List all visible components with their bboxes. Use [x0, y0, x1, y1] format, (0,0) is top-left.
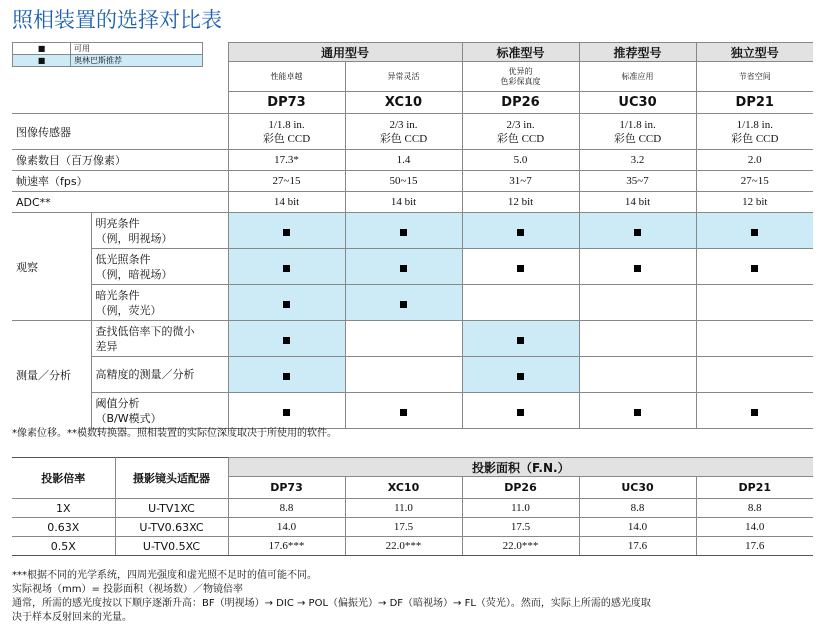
projection-value: 14.0 [228, 518, 345, 537]
usage-cell [696, 321, 813, 357]
projection-value: 17.5 [345, 518, 462, 537]
projection-value: 14.0 [579, 518, 696, 537]
model-name-dp26: DP26 [462, 92, 579, 114]
availability-mark [634, 229, 641, 236]
projection-row [12, 499, 813, 518]
projection-mag-header: 投影倍率 [12, 458, 115, 499]
usage-cell [579, 249, 696, 285]
legend-label: 可用 [71, 43, 203, 55]
spec-row [12, 150, 813, 171]
spec-value: 1.4 [345, 150, 462, 171]
usage-cell [696, 393, 813, 429]
projection-adapter: U-TV0.5XC [115, 537, 228, 556]
projection-value: 17.5 [462, 518, 579, 537]
spec-label: ADC** [12, 192, 228, 213]
model-feature: 性能卓越 [228, 62, 345, 92]
spec-value: 14 bit [579, 192, 696, 213]
usage-row [12, 357, 813, 393]
usage-row [12, 249, 813, 285]
availability-mark [283, 337, 290, 344]
usage-cell [579, 285, 696, 321]
projection-value: 11.0 [345, 499, 462, 518]
spec-value: 50~15 [345, 171, 462, 192]
section-label: 观察 [12, 213, 91, 321]
spec-label: 像素数目（百万像素） [12, 150, 228, 171]
availability-mark [634, 265, 641, 272]
projection-value: 22.0*** [345, 537, 462, 556]
spec-value: 31~7 [462, 171, 579, 192]
footnote-field-of-view: 实际视场（mm）= 投影面积（视场数）／物镜倍率 [12, 584, 244, 595]
legend-label: 奥林巴斯推荐 [71, 55, 203, 67]
usage-cell [462, 393, 579, 429]
projection-value: 8.8 [579, 499, 696, 518]
model-feature: 节省空间 [696, 62, 813, 92]
availability-mark [400, 409, 407, 416]
availability-mark [751, 265, 758, 272]
usage-row [12, 321, 813, 357]
spec-row [12, 171, 813, 192]
footnote-sensitivity: 通常，所需的感光度按以下顺序逐渐升高：BF（明视场）→ DIC → POL（偏振光）→ DF（暗视场）→ FL（荧光）。然而，实际上所需的感光度取 [12, 598, 651, 609]
spec-value: 5.0 [462, 150, 579, 171]
availability-mark [400, 301, 407, 308]
spec-value: 3.2 [579, 150, 696, 171]
projection-value: 14.0 [696, 518, 813, 537]
projection-value: 17.6 [696, 537, 813, 556]
availability-mark [400, 229, 407, 236]
availability-mark [283, 373, 290, 380]
legend-symbol: ■ [13, 55, 71, 67]
availability-mark [283, 301, 290, 308]
usage-cell [579, 393, 696, 429]
spec-label: 帧速率（fps） [12, 171, 228, 192]
usage-row [12, 393, 813, 429]
spec-value: 27~15 [696, 171, 813, 192]
usage-label: 低光照条件 （例，暗视场） [91, 249, 228, 285]
availability-mark [751, 229, 758, 236]
availability-mark [400, 265, 407, 272]
projection-model-name: UC30 [579, 477, 696, 499]
spec-value: 27~15 [228, 171, 345, 192]
usage-cell [228, 249, 345, 285]
usage-label: 明亮条件 （例，明视场） [91, 213, 228, 249]
model-name-xc10: XC10 [345, 92, 462, 114]
projection-row [12, 518, 813, 537]
projection-mag: 1X [12, 499, 115, 518]
usage-cell [345, 393, 462, 429]
spec-value: 2/3 in. 彩色 CCD [345, 114, 462, 150]
projection-value: 17.6 [579, 537, 696, 556]
usage-cell [345, 321, 462, 357]
projection-adapter-header: 摄影镜头适配器 [115, 458, 228, 499]
group-header-independent: 独立型号 [696, 43, 813, 62]
usage-cell [345, 213, 462, 249]
usage-label: 查找低倍率下的微小 差异 [91, 321, 228, 357]
footnote-sensitivity-cont: 决于样本反射回来的光量。 [12, 612, 132, 623]
usage-cell [696, 249, 813, 285]
projection-value: 17.6*** [228, 537, 345, 556]
spec-value: 2/3 in. 彩色 CCD [462, 114, 579, 150]
spec-value: 14 bit [228, 192, 345, 213]
group-header-standard: 标准型号 [462, 43, 579, 62]
usage-cell [228, 285, 345, 321]
spec-value: 1/1.8 in. 彩色 CCD [579, 114, 696, 150]
usage-cell [345, 249, 462, 285]
usage-cell [228, 213, 345, 249]
usage-cell [579, 357, 696, 393]
spec-value: 14 bit [345, 192, 462, 213]
availability-mark [517, 409, 524, 416]
projection-value: 8.8 [696, 499, 813, 518]
usage-cell [345, 357, 462, 393]
section-label: 测量／分析 [12, 321, 91, 429]
usage-cell [228, 357, 345, 393]
usage-row [12, 285, 813, 321]
usage-cell [696, 285, 813, 321]
projection-model-name: DP73 [228, 477, 345, 499]
projection-table [12, 457, 813, 556]
projection-model-name: DP21 [696, 477, 813, 499]
availability-mark [517, 373, 524, 380]
legend-symbol: ■ [13, 43, 71, 55]
usage-label: 高精度的测量／分析 [91, 357, 228, 393]
spec-label: 图像传感器 [12, 114, 228, 150]
usage-cell [696, 357, 813, 393]
projection-value: 8.8 [228, 499, 345, 518]
spec-value: 1/1.8 in. 彩色 CCD [228, 114, 345, 150]
spec-value: 12 bit [462, 192, 579, 213]
projection-mag: 0.5X [12, 537, 115, 556]
usage-cell [228, 393, 345, 429]
usage-cell [462, 285, 579, 321]
spec-value: 1/1.8 in. 彩色 CCD [696, 114, 813, 150]
usage-row [12, 213, 813, 249]
model-feature: 优异的 色彩保真度 [462, 62, 579, 92]
usage-cell [345, 285, 462, 321]
spec-value: 2.0 [696, 150, 813, 171]
spec-value: 12 bit [696, 192, 813, 213]
usage-cell [579, 213, 696, 249]
availability-mark [517, 265, 524, 272]
availability-mark [283, 265, 290, 272]
availability-mark [283, 409, 290, 416]
comparison-table [12, 42, 813, 429]
projection-area-header: 投影面积（F.N.） [228, 458, 813, 477]
usage-cell [462, 321, 579, 357]
usage-label: 暗光条件 （例，荧光） [91, 285, 228, 321]
group-header-general: 通用型号 [228, 43, 462, 62]
projection-value: 22.0*** [462, 537, 579, 556]
projection-model-name: DP26 [462, 477, 579, 499]
usage-label: 阈值分析 （B/W模式） [91, 393, 228, 429]
model-name-dp21: DP21 [696, 92, 813, 114]
usage-cell [462, 249, 579, 285]
page-title: 照相装置的选择对比表 [12, 8, 222, 32]
model-feature: 异常灵活 [345, 62, 462, 92]
model-feature: 标准应用 [579, 62, 696, 92]
footnote-pixel-shift: *像素位移。**模数转换器。照相装置的实际位深度取决于所使用的软件。 [12, 428, 337, 439]
projection-mag: 0.63X [12, 518, 115, 537]
group-header-recommended: 推荐型号 [579, 43, 696, 62]
availability-mark [517, 337, 524, 344]
usage-cell [696, 213, 813, 249]
availability-mark [751, 409, 758, 416]
spec-value: 35~7 [579, 171, 696, 192]
model-name-dp73: DP73 [228, 92, 345, 114]
projection-adapter: U-TV0.63XC [115, 518, 228, 537]
projection-row [12, 537, 813, 556]
availability-mark [283, 229, 290, 236]
spec-value: 17.3* [228, 150, 345, 171]
footnote-vignetting: ***根据不同的光学系统，四周光强度和虚光照不足时的值可能不同。 [12, 570, 317, 581]
model-name-uc30: UC30 [579, 92, 696, 114]
usage-cell [462, 357, 579, 393]
spec-row [12, 192, 813, 213]
projection-model-name: XC10 [345, 477, 462, 499]
usage-cell [462, 213, 579, 249]
availability-mark [517, 229, 524, 236]
usage-cell [228, 321, 345, 357]
usage-cell [579, 321, 696, 357]
projection-value: 11.0 [462, 499, 579, 518]
spec-row [12, 114, 813, 150]
projection-adapter: U-TV1XC [115, 499, 228, 518]
availability-mark [634, 409, 641, 416]
